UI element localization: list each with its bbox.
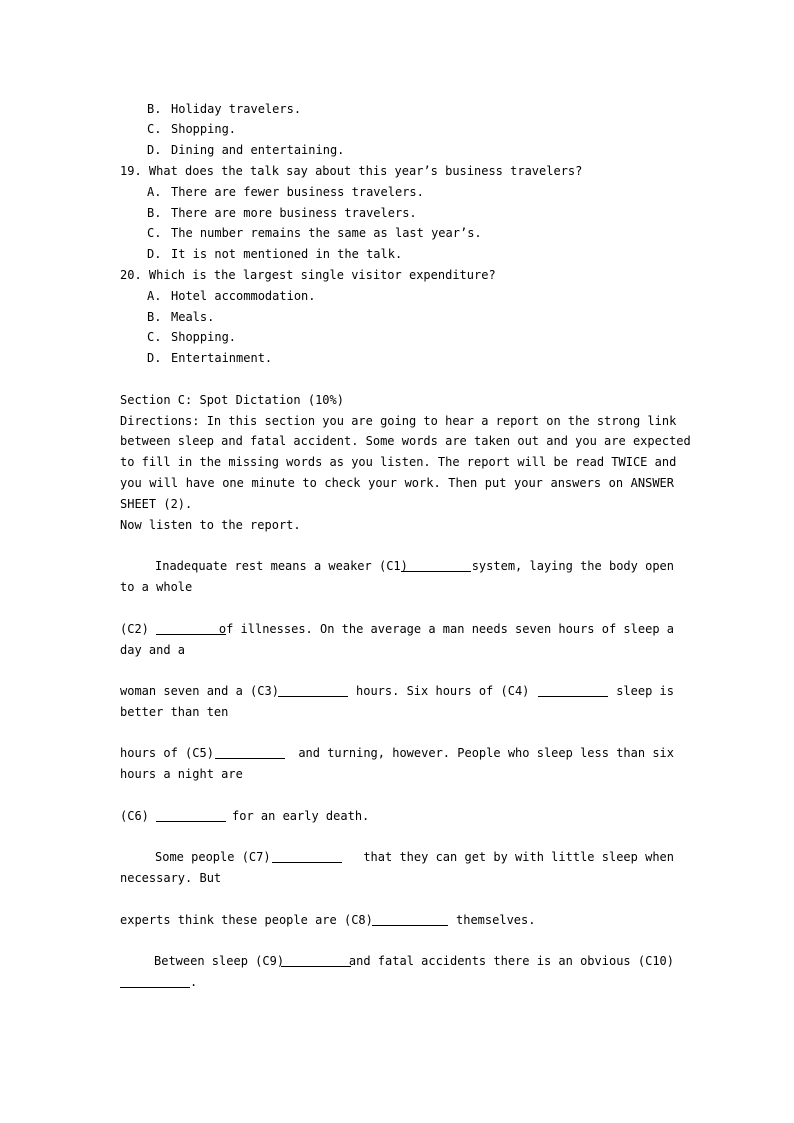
q20-option-b: B. Meals. xyxy=(147,310,215,324)
passage-line-2: to a whole xyxy=(120,580,193,594)
blank-c1[interactable] xyxy=(401,559,471,572)
directions-line-2: between sleep and fatal accident. Some words are taken out and you are expected xyxy=(120,434,691,448)
passage-line-7: hours of (C5) and turning, however. People who sleep less than six xyxy=(120,746,674,760)
blank-c3[interactable] xyxy=(278,684,348,697)
passage-line-4: day and a xyxy=(120,643,186,657)
q20-option-a: A. Hotel accommodation. xyxy=(147,289,316,303)
q19-option-a: A. There are fewer business travelers. xyxy=(147,185,424,199)
q19-option-d: D. It is not mentioned in the talk. xyxy=(147,247,403,261)
blank-c10[interactable] xyxy=(120,975,190,988)
passage-line-8: hours a night are xyxy=(120,767,243,781)
q20-option-d: D. Entertainment. xyxy=(147,351,273,365)
passage-line-3: (C2) of illnesses. On the average a man needs seven hours of sleep a xyxy=(120,622,674,636)
blank-c9[interactable] xyxy=(281,954,351,967)
q18-option-b: B. Holiday travelers. xyxy=(147,102,302,116)
section-c-title: Section C: Spot Dictation (10%) xyxy=(120,393,344,407)
blank-c5[interactable] xyxy=(215,746,285,759)
q20-stem: 20. Which is the largest single visitor expenditure? xyxy=(120,268,496,282)
q18-option-c: C. Shopping. xyxy=(147,122,237,136)
passage-line-13: Between sleep (C9) and fatal accidents there is an obvious (C10) xyxy=(154,954,674,968)
blank-c8[interactable] xyxy=(372,913,448,926)
directions-line-5: SHEET (2). xyxy=(120,497,193,511)
directions-line-1: Directions: In this section you are going to hear a report on the strong link xyxy=(120,414,677,428)
q18-option-d: D. Dining and entertaining. xyxy=(147,143,345,157)
passage-line-10: Some people (C7) that they can get by with little sleep when xyxy=(155,850,674,864)
passage-line-11: necessary. But xyxy=(120,871,222,885)
q19-stem: 19. What does the talk say about this year’s business travelers? xyxy=(120,164,583,178)
q19-option-c: C. The number remains the same as last year’s. xyxy=(147,226,482,240)
blank-c7[interactable] xyxy=(272,850,342,863)
passage-line-14: . xyxy=(120,972,674,993)
passage-line-12: experts think these people are (C8) themselves. xyxy=(120,913,536,927)
passage-line-1: Inadequate rest means a weaker (C1) system, laying the body open xyxy=(155,559,674,573)
directions-line-3: to fill in the missing words as you listen. The report will be read TWICE and xyxy=(120,455,677,469)
blank-c6[interactable] xyxy=(156,809,226,822)
passage-line-9: (C6) for an early death. xyxy=(120,809,370,823)
blank-c2[interactable] xyxy=(156,622,226,635)
passage-line-5: woman seven and a (C3) hours. Six hours of (C4) sleep is xyxy=(120,684,674,698)
directions-line-4: you will have one minute to check your work. Then put your answers on ANSWER xyxy=(120,476,674,490)
blank-c4[interactable] xyxy=(538,684,608,697)
q19-option-b: B. There are more business travelers. xyxy=(147,206,417,220)
q20-option-c: C. Shopping. xyxy=(147,330,237,344)
passage-line-6: better than ten xyxy=(120,705,229,719)
listen-instruction: Now listen to the report. xyxy=(120,518,301,532)
